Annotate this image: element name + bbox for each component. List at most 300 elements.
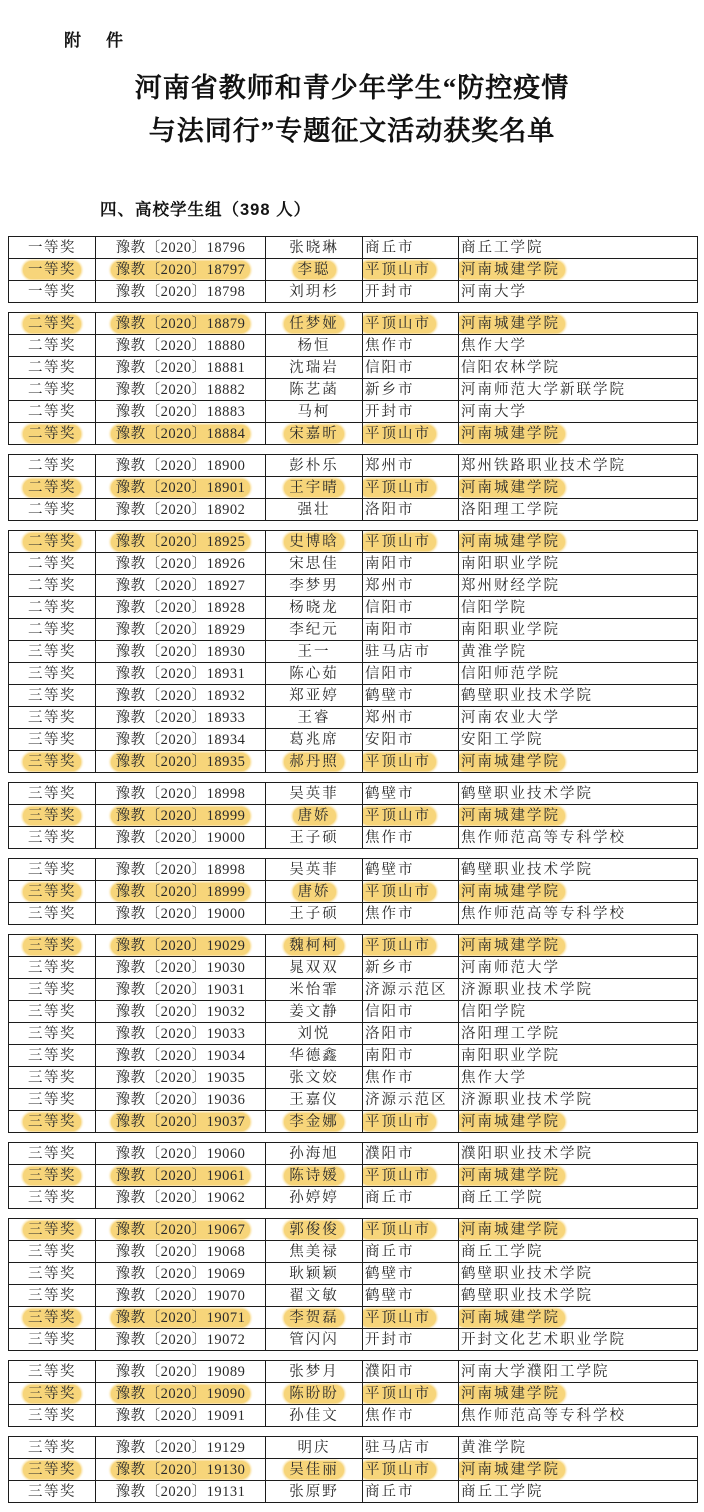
table-row (9, 1307, 698, 1329)
school-text: 济源职业技术学院 (461, 981, 593, 998)
school-cell (459, 1089, 698, 1111)
school-cell (459, 335, 698, 357)
award-level-cell (9, 335, 96, 357)
doc-number-text: 豫教〔2020〕19031 (115, 981, 246, 998)
name-cell (266, 1263, 363, 1285)
award-level-text: 三等奖 (28, 687, 76, 704)
doc-number-text: 豫教〔2020〕18934 (115, 731, 246, 748)
award-level-cell (9, 1045, 96, 1067)
city-text: 焦作市 (365, 905, 415, 922)
city-cell (363, 1481, 459, 1503)
school-cell (459, 379, 698, 401)
doc-number-cell (96, 259, 266, 281)
award-level-cell (9, 1383, 96, 1405)
city-cell (363, 401, 459, 423)
city-text: 商丘市 (365, 1483, 415, 1500)
table-row (9, 1143, 698, 1165)
city-cell (363, 619, 459, 641)
doc-number-text: 豫教〔2020〕18884 (111, 425, 251, 443)
award-level-cell (9, 357, 96, 379)
city-cell (363, 1143, 459, 1165)
winner-name-text: 李金娜 (284, 1113, 344, 1131)
table-row (9, 903, 698, 925)
award-level-cell (9, 1023, 96, 1045)
award-level-cell (9, 1307, 96, 1329)
city-text: 郑州市 (365, 709, 415, 726)
city-text: 鹤壁市 (365, 1287, 415, 1304)
winner-name-text: 杨恒 (297, 337, 331, 354)
award-level-text: 三等奖 (28, 1363, 76, 1380)
city-text: 济源示范区 (365, 981, 448, 998)
award-level-cell (9, 619, 96, 641)
doc-number-text: 豫教〔2020〕19072 (115, 1331, 246, 1348)
award-level-text: 三等奖 (28, 665, 76, 682)
name-cell (266, 1023, 363, 1045)
doc-number-text: 豫教〔2020〕18883 (115, 403, 246, 420)
winner-name-text: 郑亚婷 (289, 687, 339, 704)
school-cell (459, 935, 698, 957)
winner-name-text: 刘悦 (297, 1025, 331, 1042)
award-level-cell (9, 707, 96, 729)
city-text: 新乡市 (365, 959, 415, 976)
doc-number-cell (96, 477, 266, 499)
award-table-group (8, 858, 698, 925)
city-cell (363, 499, 459, 521)
name-cell (266, 597, 363, 619)
city-cell (363, 1459, 459, 1481)
doc-number-cell (96, 1307, 266, 1329)
award-level-text: 二等奖 (28, 621, 76, 638)
doc-number-cell (96, 1067, 266, 1089)
school-text: 信阳学院 (461, 1003, 527, 1020)
school-cell (459, 641, 698, 663)
city-cell (363, 641, 459, 663)
doc-number-cell (96, 1459, 266, 1481)
city-cell (363, 1329, 459, 1351)
winner-name-text: 孙婷婷 (289, 1189, 339, 1206)
name-cell (266, 1481, 363, 1503)
table-row (9, 751, 698, 773)
city-text: 开封市 (365, 283, 415, 300)
table-row (9, 1067, 698, 1089)
school-cell (459, 663, 698, 685)
award-level-text: 二等奖 (28, 457, 76, 474)
table-row (9, 979, 698, 1001)
winner-name-text: 王一 (297, 643, 331, 660)
city-cell (363, 663, 459, 685)
city-cell (363, 423, 459, 445)
name-cell (266, 553, 363, 575)
winner-name-text: 吴佳丽 (284, 1461, 344, 1479)
doc-number-text: 豫教〔2020〕19029 (111, 937, 251, 955)
city-text: 平顶山市 (363, 261, 437, 279)
award-level-cell (9, 1111, 96, 1133)
doc-number-cell (96, 619, 266, 641)
table-row (9, 313, 698, 335)
award-level-text: 二等奖 (28, 555, 76, 572)
city-text: 平顶山市 (363, 479, 437, 497)
doc-number-cell (96, 1263, 266, 1285)
doc-number-cell (96, 979, 266, 1001)
award-level-cell (9, 401, 96, 423)
table-row (9, 259, 698, 281)
doc-number-cell (96, 1383, 266, 1405)
doc-number-cell (96, 827, 266, 849)
school-text: 河南农业大学 (461, 709, 560, 726)
school-text: 焦作师范高等专科学校 (461, 905, 626, 922)
doc-number-text: 豫教〔2020〕18797 (111, 261, 251, 279)
table-row (9, 1459, 698, 1481)
city-text: 平顶山市 (363, 1385, 437, 1403)
award-level-text: 三等奖 (28, 643, 76, 660)
doc-number-cell (96, 641, 266, 663)
table-row (9, 281, 698, 303)
table-row (9, 379, 698, 401)
award-level-text: 三等奖 (23, 1385, 81, 1403)
city-cell (363, 1361, 459, 1383)
city-cell (363, 1089, 459, 1111)
table-row (9, 1001, 698, 1023)
school-text: 河南城建学院 (459, 1461, 566, 1479)
school-text: 郑州财经学院 (461, 577, 560, 594)
city-text: 商丘市 (365, 239, 415, 256)
table-row (9, 641, 698, 663)
city-cell (363, 903, 459, 925)
name-cell (266, 1437, 363, 1459)
award-level-cell (9, 259, 96, 281)
school-cell (459, 1383, 698, 1405)
doc-number-text: 豫教〔2020〕19131 (115, 1483, 246, 1500)
table-row (9, 859, 698, 881)
city-text: 焦作市 (365, 1407, 415, 1424)
doc-number-text: 豫教〔2020〕18796 (115, 239, 246, 256)
school-cell (459, 281, 698, 303)
doc-number-cell (96, 1045, 266, 1067)
school-text: 鹤壁职业技术学院 (461, 861, 593, 878)
award-level-cell (9, 1165, 96, 1187)
doc-number-text: 豫教〔2020〕19032 (115, 1003, 246, 1020)
award-level-text: 二等奖 (23, 425, 81, 443)
doc-number-cell (96, 531, 266, 553)
doc-number-cell (96, 575, 266, 597)
city-text: 濮阳市 (365, 1145, 415, 1162)
doc-number-text: 豫教〔2020〕18901 (111, 479, 251, 497)
table-row (9, 1241, 698, 1263)
doc-number-cell (96, 859, 266, 881)
award-level-text: 三等奖 (28, 1025, 76, 1042)
doc-number-text: 豫教〔2020〕19037 (111, 1113, 251, 1131)
table-row (9, 1383, 698, 1405)
award-level-text: 三等奖 (23, 937, 81, 955)
city-text: 南阳市 (365, 555, 415, 572)
doc-number-text: 豫教〔2020〕19061 (111, 1167, 251, 1185)
city-text: 鹤壁市 (365, 785, 415, 802)
city-text: 平顶山市 (363, 937, 437, 955)
name-cell (266, 1187, 363, 1209)
city-text: 濮阳市 (365, 1363, 415, 1380)
award-level-text: 三等奖 (28, 785, 76, 802)
city-text: 南阳市 (365, 621, 415, 638)
doc-number-cell (96, 1361, 266, 1383)
name-cell (266, 313, 363, 335)
doc-number-text: 豫教〔2020〕19035 (115, 1069, 246, 1086)
school-cell (459, 957, 698, 979)
school-text: 河南城建学院 (459, 883, 566, 901)
doc-number-cell (96, 379, 266, 401)
city-cell (363, 805, 459, 827)
table-row (9, 357, 698, 379)
city-cell (363, 1307, 459, 1329)
school-cell (459, 751, 698, 773)
city-text: 平顶山市 (363, 1461, 437, 1479)
school-text: 商丘工学院 (461, 1189, 544, 1206)
city-cell (363, 1219, 459, 1241)
award-level-text: 三等奖 (28, 1331, 76, 1348)
winner-name-text: 刘玥杉 (289, 283, 339, 300)
award-level-text: 三等奖 (28, 709, 76, 726)
table-row (9, 935, 698, 957)
doc-number-cell (96, 1285, 266, 1307)
name-cell (266, 1001, 363, 1023)
table-row (9, 957, 698, 979)
doc-number-cell (96, 423, 266, 445)
table-row (9, 1045, 698, 1067)
doc-number-text: 豫教〔2020〕18998 (115, 785, 246, 802)
city-text: 商丘市 (365, 1243, 415, 1260)
winner-name-text: 彭朴乐 (289, 457, 339, 474)
school-cell (459, 859, 698, 881)
doc-number-text: 豫教〔2020〕18881 (115, 359, 246, 376)
school-cell (459, 685, 698, 707)
doc-number-cell (96, 1481, 266, 1503)
doc-number-text: 豫教〔2020〕19069 (115, 1265, 246, 1282)
city-text: 郑州市 (365, 577, 415, 594)
name-cell (266, 1285, 363, 1307)
winner-name-text: 张晓琳 (289, 239, 339, 256)
city-cell (363, 1045, 459, 1067)
award-level-cell (9, 903, 96, 925)
city-cell (363, 477, 459, 499)
city-cell (363, 685, 459, 707)
doc-number-text: 豫教〔2020〕19091 (115, 1407, 246, 1424)
award-level-text: 三等奖 (28, 1189, 76, 1206)
city-text: 平顶山市 (363, 1221, 437, 1239)
winner-name-text: 葛兆席 (289, 731, 339, 748)
school-cell (459, 881, 698, 903)
doc-number-cell (96, 401, 266, 423)
school-text: 郑州铁路职业技术学院 (461, 457, 626, 474)
name-cell (266, 575, 363, 597)
winner-name-text: 史博晗 (284, 533, 344, 551)
name-cell (266, 1307, 363, 1329)
school-text: 河南城建学院 (459, 1309, 566, 1327)
table-row (9, 685, 698, 707)
city-text: 焦作市 (365, 829, 415, 846)
city-text: 鹤壁市 (365, 1265, 415, 1282)
award-level-cell (9, 935, 96, 957)
winner-name-text: 米怡霏 (289, 981, 339, 998)
school-text: 洛阳理工学院 (461, 501, 560, 518)
doc-number-text: 豫教〔2020〕19067 (111, 1221, 251, 1239)
city-text: 信阳市 (365, 359, 415, 376)
table-row (9, 477, 698, 499)
school-cell (459, 1165, 698, 1187)
award-level-text: 三等奖 (28, 1145, 76, 1162)
city-cell (363, 281, 459, 303)
doc-number-cell (96, 751, 266, 773)
school-text: 河南城建学院 (459, 937, 566, 955)
award-level-text: 三等奖 (28, 861, 76, 878)
school-cell (459, 1329, 698, 1351)
winner-name-text: 强壮 (297, 501, 331, 518)
school-cell (459, 423, 698, 445)
table-row (9, 1285, 698, 1307)
school-cell (459, 531, 698, 553)
winner-name-text: 晁双双 (289, 959, 339, 976)
award-table-group (8, 782, 698, 849)
doc-number-text: 豫教〔2020〕18798 (115, 283, 246, 300)
page-title (72, 67, 632, 152)
winner-name-text: 陈盼盼 (284, 1385, 344, 1403)
doc-number-text: 豫教〔2020〕18925 (111, 533, 251, 551)
award-level-text: 三等奖 (28, 1243, 76, 1260)
city-cell (363, 859, 459, 881)
city-cell (363, 1263, 459, 1285)
doc-number-cell (96, 1241, 266, 1263)
table-row (9, 335, 698, 357)
doc-number-text: 豫教〔2020〕19129 (115, 1439, 246, 1456)
winner-name-text: 李梦男 (289, 577, 339, 594)
award-table-group (8, 1142, 698, 1209)
doc-number-text: 豫教〔2020〕19060 (115, 1145, 246, 1162)
city-cell (363, 313, 459, 335)
city-cell (363, 1285, 459, 1307)
doc-number-text: 豫教〔2020〕19068 (115, 1243, 246, 1260)
award-level-cell (9, 379, 96, 401)
award-level-text: 三等奖 (28, 1287, 76, 1304)
school-text: 鹤壁职业技术学院 (461, 687, 593, 704)
table-row (9, 827, 698, 849)
award-level-cell (9, 663, 96, 685)
city-cell (363, 1187, 459, 1209)
name-cell (266, 707, 363, 729)
school-text: 开封文化艺术职业学院 (461, 1331, 626, 1348)
winner-name-text: 陈诗媛 (284, 1167, 344, 1185)
school-cell (459, 1481, 698, 1503)
school-text: 河南城建学院 (459, 425, 566, 443)
table-row (9, 237, 698, 259)
table-row (9, 1437, 698, 1459)
city-text: 郑州市 (365, 457, 415, 474)
name-cell (266, 1361, 363, 1383)
doc-number-text: 豫教〔2020〕18926 (115, 555, 246, 572)
table-row (9, 423, 698, 445)
name-cell (266, 379, 363, 401)
award-level-text: 三等奖 (28, 1483, 76, 1500)
table-row (9, 1263, 698, 1285)
doc-number-cell (96, 1001, 266, 1023)
award-level-cell (9, 477, 96, 499)
award-level-text: 三等奖 (28, 905, 76, 922)
school-cell (459, 553, 698, 575)
award-level-cell (9, 313, 96, 335)
school-cell (459, 1405, 698, 1427)
doc-number-cell (96, 1187, 266, 1209)
city-text: 驻马店市 (365, 1439, 431, 1456)
school-cell (459, 1187, 698, 1209)
school-text: 南阳职业学院 (461, 621, 560, 638)
page-title-line-1: 河南省教师和青少年学生“防控疫情 (134, 73, 570, 103)
city-text: 焦作市 (365, 337, 415, 354)
school-text: 焦作师范高等专科学校 (461, 829, 626, 846)
doc-number-text: 豫教〔2020〕18928 (115, 599, 246, 616)
city-text: 平顶山市 (363, 315, 437, 333)
winner-name-text: 郭俊俊 (284, 1221, 344, 1239)
school-text: 河南城建学院 (459, 753, 566, 771)
city-cell (363, 783, 459, 805)
doc-number-text: 豫教〔2020〕18929 (115, 621, 246, 638)
city-cell (363, 531, 459, 553)
attachment-label: 附 件 (64, 31, 127, 50)
award-level-text: 三等奖 (28, 829, 76, 846)
table-row (9, 881, 698, 903)
city-text: 洛阳市 (365, 501, 415, 518)
doc-number-cell (96, 783, 266, 805)
school-text: 南阳职业学院 (461, 555, 560, 572)
doc-number-text: 豫教〔2020〕19034 (115, 1047, 246, 1064)
name-cell (266, 859, 363, 881)
doc-number-cell (96, 685, 266, 707)
table-row (9, 575, 698, 597)
winner-name-text: 王嘉仪 (289, 1091, 339, 1108)
award-level-cell (9, 1361, 96, 1383)
doc-number-cell (96, 1405, 266, 1427)
award-level-cell (9, 1143, 96, 1165)
award-level-text: 一等奖 (28, 239, 76, 256)
school-text: 河南城建学院 (459, 479, 566, 497)
name-cell (266, 641, 363, 663)
award-level-text: 三等奖 (28, 1003, 76, 1020)
city-cell (363, 881, 459, 903)
name-cell (266, 1045, 363, 1067)
name-cell (266, 957, 363, 979)
name-cell (266, 979, 363, 1001)
award-table-group (8, 454, 698, 521)
city-cell (363, 455, 459, 477)
award-level-cell (9, 1481, 96, 1503)
award-level-cell (9, 805, 96, 827)
award-level-text: 三等奖 (23, 1167, 81, 1185)
award-level-text: 三等奖 (28, 959, 76, 976)
school-text: 洛阳理工学院 (461, 1025, 560, 1042)
doc-number-cell (96, 957, 266, 979)
winner-name-text: 张文姣 (289, 1069, 339, 1086)
school-text: 信阳师范学院 (461, 665, 560, 682)
winner-name-text: 王子硕 (289, 829, 339, 846)
winner-name-text: 杨晓龙 (289, 599, 339, 616)
name-cell (266, 1067, 363, 1089)
name-cell (266, 357, 363, 379)
award-level-cell (9, 237, 96, 259)
winner-name-text: 魏柯柯 (284, 937, 344, 955)
doc-number-cell (96, 1437, 266, 1459)
school-text: 河南大学濮阳工学院 (461, 1363, 610, 1380)
name-cell (266, 751, 363, 773)
table-row (9, 729, 698, 751)
doc-number-text: 豫教〔2020〕19090 (111, 1385, 251, 1403)
table-row (9, 553, 698, 575)
school-cell (459, 1285, 698, 1307)
